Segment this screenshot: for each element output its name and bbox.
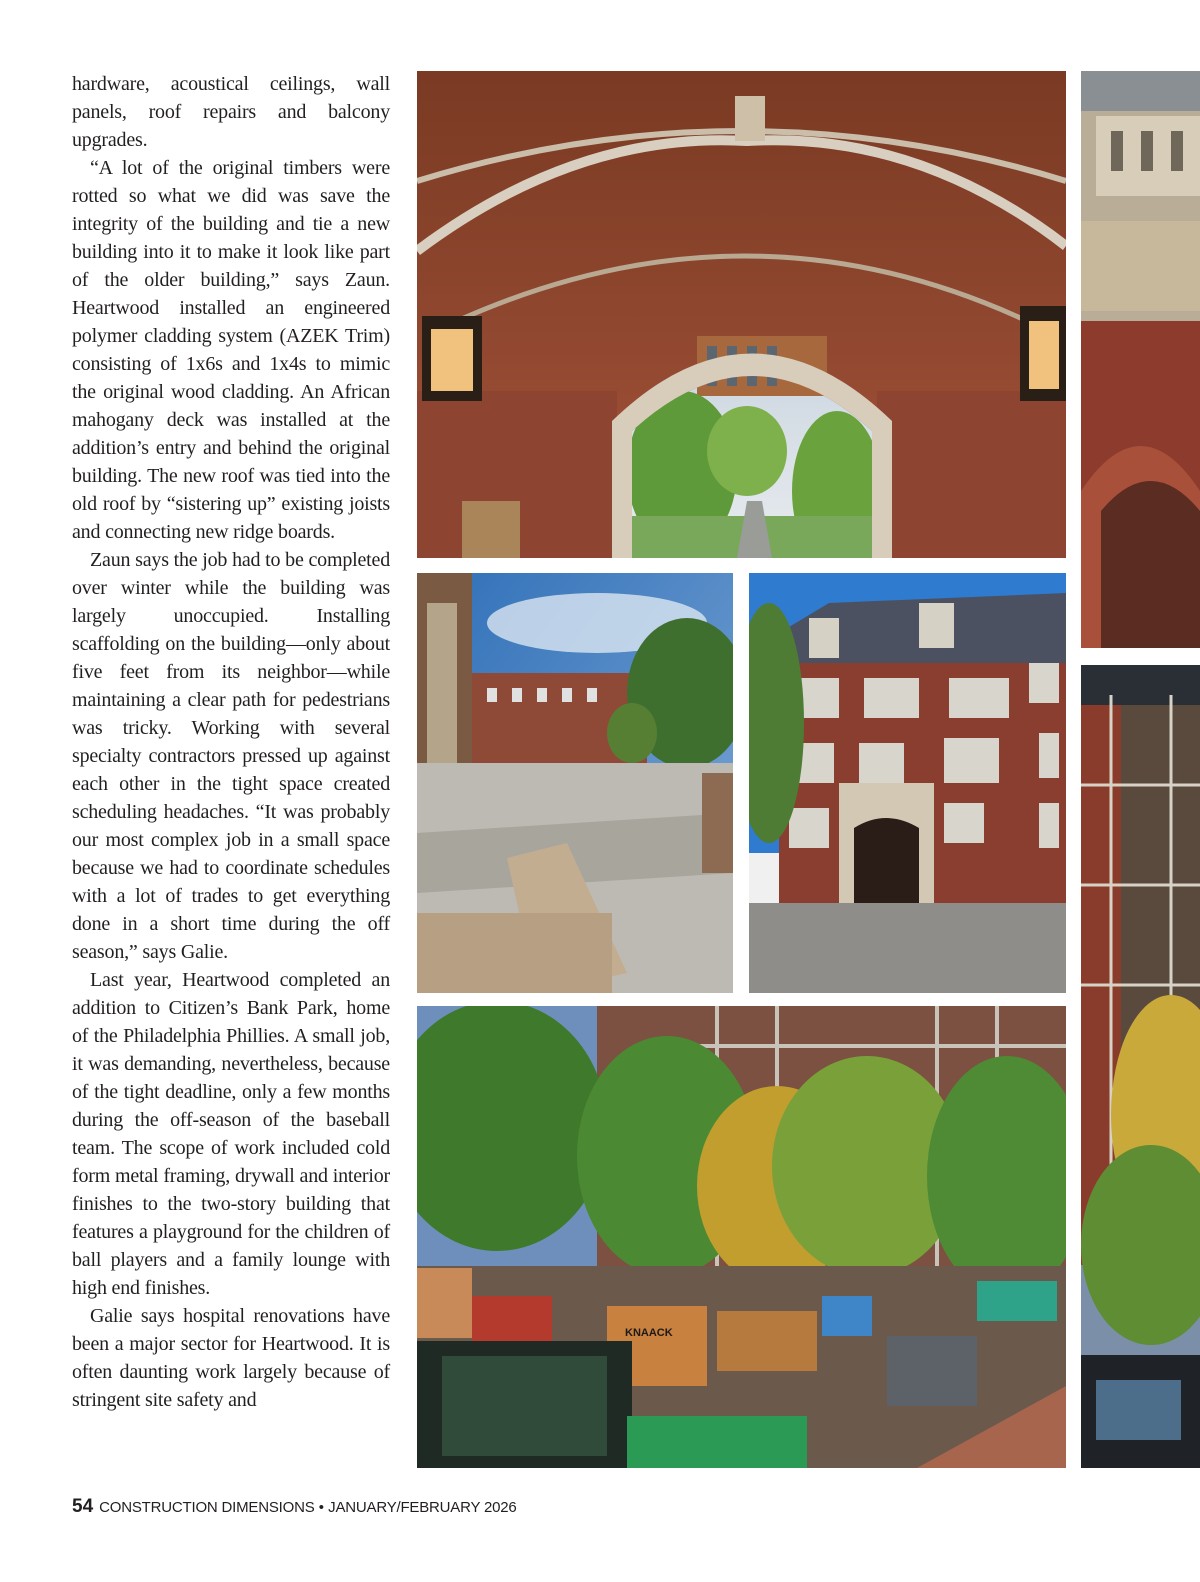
article-body (72, 70, 390, 1414)
photo-construction-site (417, 1006, 1066, 1468)
article-paragraph: “A lot of the original timbers were rotted so what we did was save the integrity of the building and tie a new building into it to make it look like part of the older building,” says Zaun. Heartwood installed an engineered polymer cladding system (AZEK Trim) consisting of 1x6s and 1x4s to mimic the original wood cladding. An African mahogany deck was installed at the addition’s entry and behind the original building. The new roof was tied into the old roof by “sistering up” existing joists and connecting new ridge boards. (72, 157, 390, 543)
page-number: 54 (72, 1496, 94, 1517)
photo-stone-plaza (417, 573, 733, 993)
article-paragraph: Last year, Heartwood completed an addition to Citizen’s Bank Park, home of the Philadelphia Phillies. A small job, it was demanding, nevertheless, because of the tight deadline, only a few months during the off-season of the baseball team. The scope of work included cold form metal framing, drywall and interior finishes to the two-story building that features a playground for the children of ball players and a family lounge with high end finishes. (72, 969, 390, 1299)
photo-scaffold-facade (1081, 665, 1200, 1468)
issue-date: JANUARY/FEBRUARY 2026 (328, 1499, 517, 1516)
knaack-box-label: KNAACK (625, 1327, 673, 1339)
article-paragraph: Galie says hospital renovations have been a major sector for Heartwood. It is often daunting work largely because of stringent site safety and (72, 1305, 390, 1411)
article-paragraph: Zaun says the job had to be completed over winter while the building was largely unoccupied. Installing scaffolding on the building—only about five feet from its neighbor—while maintaining a clear path for pedestrians was tricky. Working with several specialty contractors pressed up against each other in the tight space created scheduling headaches. “It was probably our most complex job in a small space because we had to coordinate schedules with a lot of trades to get everything done in a short time during the off season,” says Galie. (72, 549, 390, 963)
footer-separator: • (318, 1499, 324, 1516)
photo-archway (417, 71, 1066, 558)
page-footer (72, 1496, 517, 1518)
photo-gothic-facade (1081, 71, 1200, 648)
magazine-name: CONSTRUCTION DIMENSIONS (99, 1499, 315, 1516)
photo-brick-building (749, 573, 1066, 993)
article-paragraph: hardware, acoustical ceilings, wall panels, roof repairs and balcony upgrades. (72, 73, 390, 151)
